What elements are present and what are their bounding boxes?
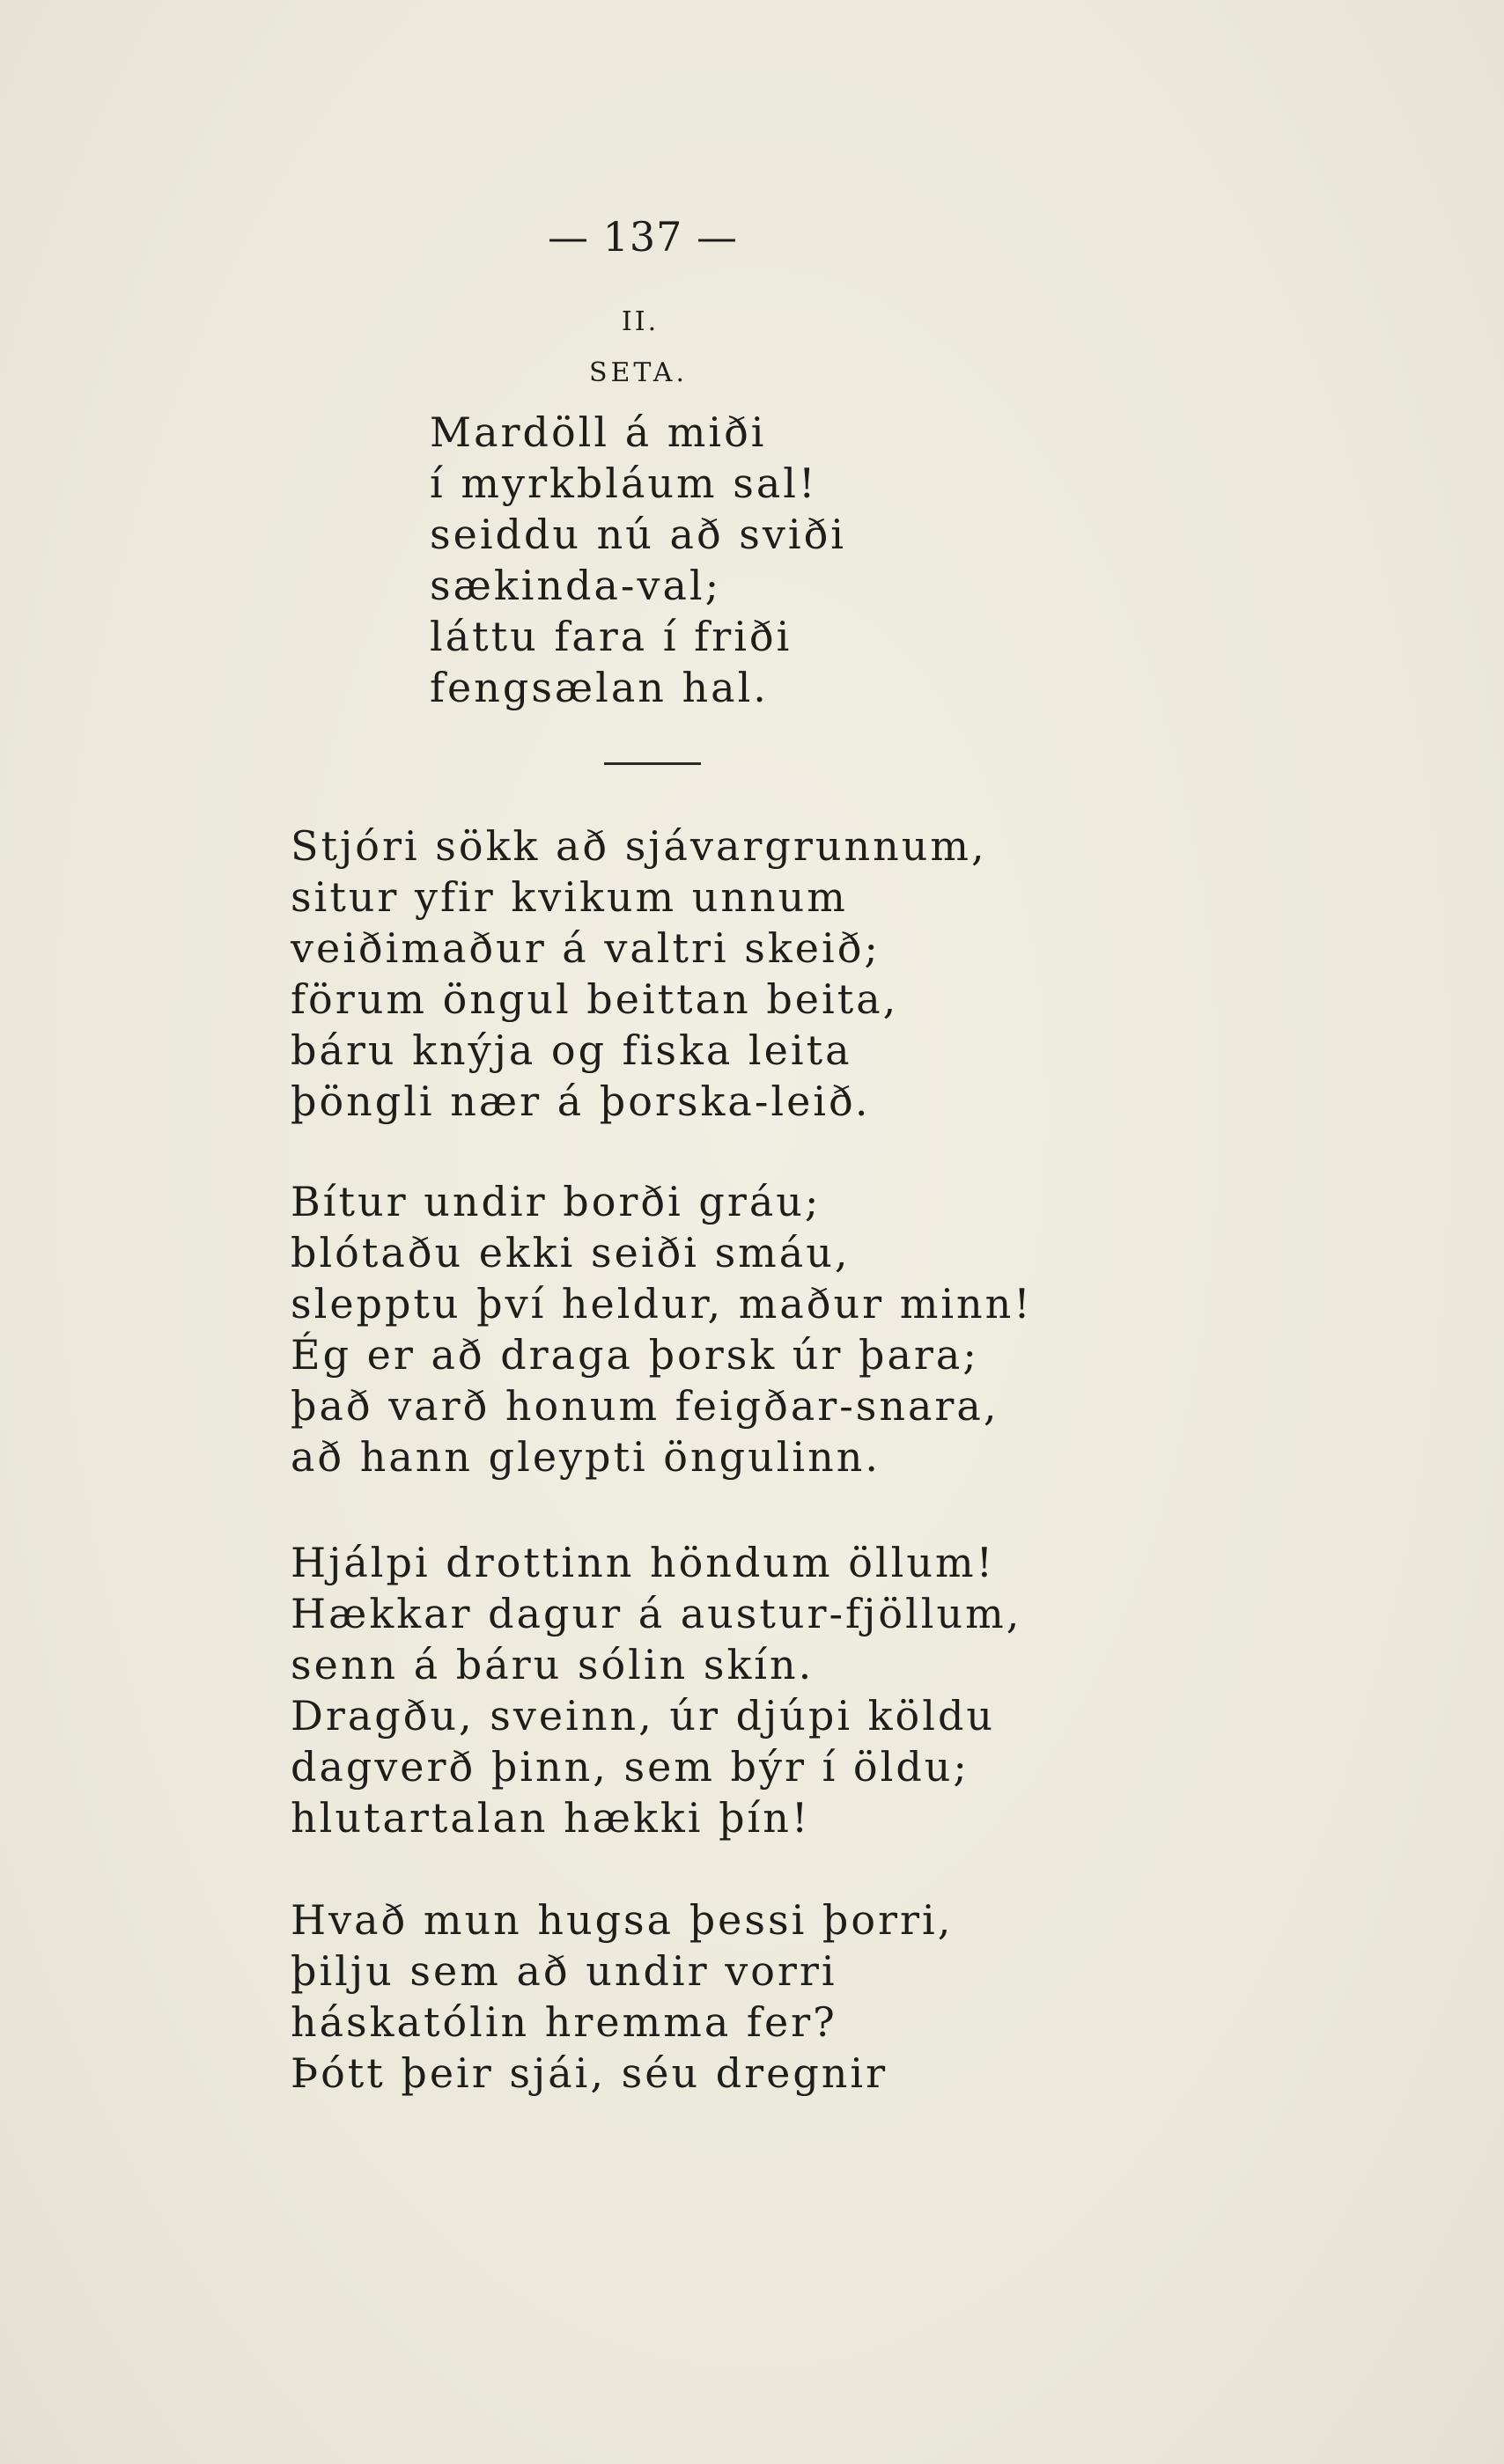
verse-line: fengsælan hal. (430, 664, 769, 711)
verse-line: Bítur undir borði gráu; (291, 1178, 822, 1225)
verse-line: láttu fara í friði (430, 613, 793, 660)
verse-line: hlutartalan hækki þín! (291, 1794, 811, 1842)
verse-line: seiddu nú að sviði (430, 511, 847, 558)
stanza-2 (291, 820, 987, 1127)
verse-line: Stjóri sökk að sjávargrunnum, (291, 822, 987, 870)
verse-line: Mardöll á miði (430, 408, 767, 456)
verse-line: að hann gleypti öngulinn. (291, 1433, 881, 1481)
verse-line: Hjálpi drottinn höndum öllum! (291, 1539, 996, 1586)
stanza-3 (291, 1176, 1033, 1482)
verse-line: senn á báru sólin skín. (291, 1641, 815, 1688)
verse-line: þilju sem að undir vorri (291, 1947, 837, 1995)
verse-line: veiðimaður á valtri skeið; (291, 924, 881, 972)
verse-line: í myrkbláum sal! (430, 460, 818, 507)
verse-line: dagverð þinn, sem býr í öldu; (291, 1743, 969, 1791)
verse-line: Ég er að draga þorsk úr þara; (291, 1331, 979, 1379)
verse-line: förum öngul beittan beita, (291, 975, 899, 1023)
verse-line: blótaðu ekki seiði smáu, (291, 1229, 851, 1276)
section-divider (604, 762, 701, 765)
stanza-1 (430, 407, 846, 713)
verse-line: sækinda-val; (430, 562, 722, 609)
verse-line: háskatólin hremma fer? (291, 1998, 837, 2046)
section-title: SETA. (588, 357, 689, 388)
verse-line: Dragðu, sveinn, úr djúpi köldu (291, 1692, 996, 1740)
verse-line: slepptu því heldur, maður minn! (291, 1280, 1033, 1328)
verse-line: Þótt þeir sjái, séu dregnir (291, 2049, 888, 2097)
page-number-header: — 137 — (547, 213, 739, 261)
verse-line: Hækkar dagur á austur-fjöllum, (291, 1590, 1022, 1637)
verse-line: báru knýja og fiska leita (291, 1026, 852, 1074)
verse-line: Hvað mun hugsa þessi þorri, (291, 1896, 954, 1944)
section-numeral: II. (621, 306, 660, 337)
verse-line: það varð honum feigðar-snara, (291, 1382, 999, 1430)
verse-line: situr yfir kvikum unnum (291, 873, 848, 921)
stanza-4 (291, 1537, 1021, 1843)
verse-line: þöngli nær á þorska-leið. (291, 1078, 871, 1125)
stanza-5 (291, 1894, 953, 2099)
